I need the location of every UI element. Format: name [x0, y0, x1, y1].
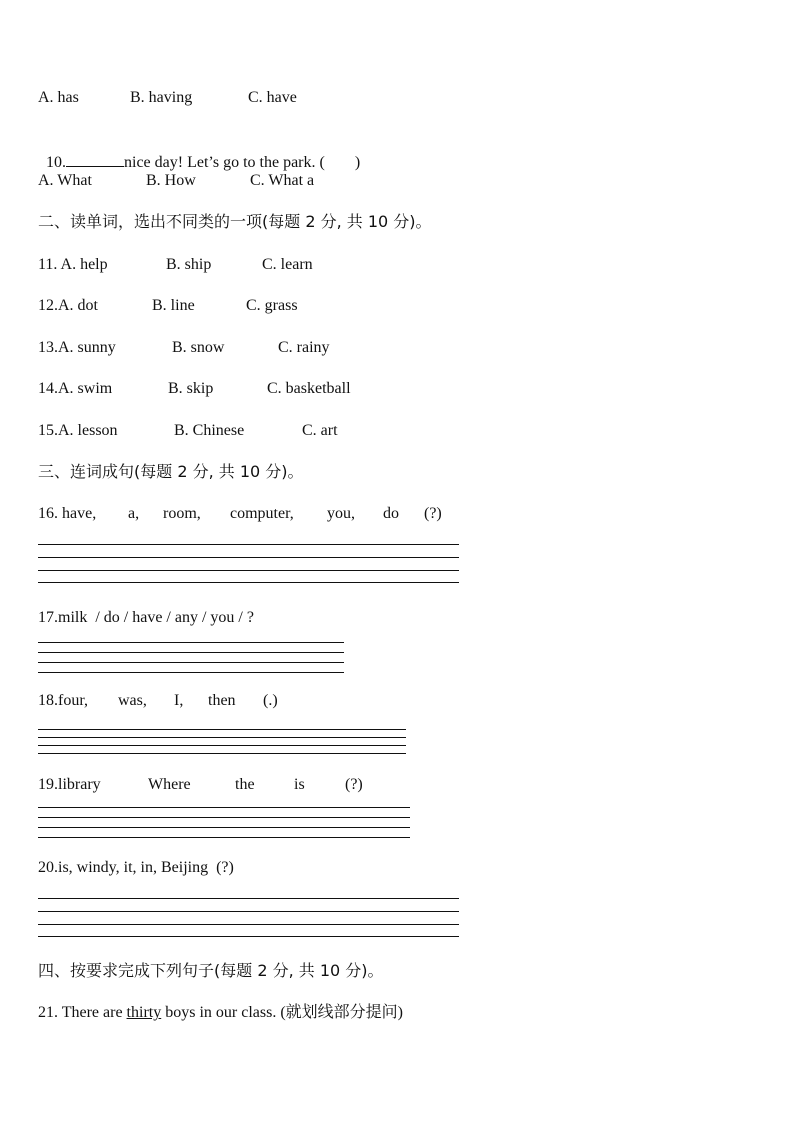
- q16-word: 16. have,: [38, 505, 97, 522]
- q10-number: 10.: [46, 154, 66, 171]
- q10-close-paren: ): [354, 154, 361, 171]
- section-3-title: 三、连词成句(每题 2 分, 共 10 分)。: [38, 462, 304, 481]
- answer-line: [38, 898, 459, 899]
- question-21: [38, 1003, 403, 1023]
- q13-number: 13: [38, 339, 54, 356]
- section-2-title: 二、读单词，选出不同类的一项(每题 2 分, 共 10 分)。: [38, 212, 432, 231]
- q11-option-b: B. ship: [166, 256, 212, 273]
- q15-number: 15: [38, 422, 54, 439]
- q13-option-a: 13.A. sunny: [38, 339, 116, 356]
- q15-option-a: 15.A. lesson: [38, 422, 118, 439]
- answer-line: [38, 642, 344, 643]
- q19-word: is: [294, 776, 305, 793]
- answer-line: [38, 924, 459, 925]
- answer-line: [38, 662, 344, 663]
- q10-answer-blank[interactable]: [66, 150, 124, 167]
- q10-stem: nice day! Let’s go to the park. (: [124, 154, 325, 171]
- q19-word: Where: [148, 776, 191, 793]
- q11-option-a: 11. A. help: [38, 256, 108, 273]
- q21-text-before: . There are: [54, 1004, 127, 1021]
- q14-number: 14: [38, 380, 54, 397]
- q18-word: then: [208, 692, 236, 709]
- q13-option-c: C. rainy: [278, 339, 330, 356]
- q16-number: 16: [38, 505, 54, 522]
- answer-line: [38, 729, 406, 730]
- q16-word: a,: [128, 505, 140, 522]
- q19-word: 19.library: [38, 776, 101, 793]
- q20-text: .is, windy, it, in, Beijing (?): [54, 859, 234, 876]
- q21-number: 21: [38, 1004, 54, 1021]
- q12-option-a: 12.A. dot: [38, 297, 98, 314]
- q18-word: (.): [263, 692, 278, 709]
- q14-option-a: 14.A. swim: [38, 380, 113, 397]
- answer-line: [38, 557, 459, 558]
- q19-word: the: [235, 776, 255, 793]
- answer-line: [38, 807, 410, 808]
- question-10: [38, 130, 360, 173]
- q18-word: was,: [118, 692, 147, 709]
- answer-line: [38, 827, 410, 828]
- q20-number: 20: [38, 859, 54, 876]
- q14-option-c: C. basketball: [267, 380, 351, 397]
- answer-line: [38, 936, 459, 937]
- q16-word: computer,: [230, 505, 294, 522]
- answer-line: [38, 652, 344, 653]
- section-4-title: 四、按要求完成下列句子(每题 2 分, 共 10 分)。: [38, 961, 384, 980]
- q18-number: 18: [38, 692, 54, 709]
- q13-option-b: B. snow: [172, 339, 225, 356]
- answer-line: [38, 570, 459, 571]
- q14-option-b: B. skip: [168, 380, 214, 397]
- q18-word: I,: [174, 692, 184, 709]
- q11-number: 11: [38, 256, 54, 273]
- q10-option-b: B. How: [146, 172, 196, 189]
- q17-number: 17: [38, 609, 54, 626]
- q9-option-a: A. has: [38, 89, 79, 106]
- q11-option-c: C. learn: [262, 256, 313, 273]
- answer-line: [38, 544, 459, 545]
- q19-number: 19: [38, 776, 54, 793]
- answer-line: [38, 753, 406, 754]
- q16-word: you,: [327, 505, 355, 522]
- q16-word: do: [383, 505, 399, 522]
- answer-line: [38, 737, 406, 738]
- answer-line: [38, 911, 459, 912]
- q12-option-c: C. grass: [246, 297, 298, 314]
- question-17: [38, 608, 254, 628]
- q16-word: room,: [163, 505, 201, 522]
- q16-word: (?): [424, 505, 442, 522]
- q19-word: (?): [345, 776, 363, 793]
- q12-number: 12: [38, 297, 54, 314]
- q18-word: 18.four,: [38, 692, 89, 709]
- q15-option-b: B. Chinese: [174, 422, 245, 439]
- q10-option-c: C. What a: [250, 172, 315, 189]
- q21-underlined-word: thirty: [126, 1004, 162, 1021]
- q9-option-b: B. having: [130, 89, 193, 106]
- answer-line: [38, 672, 344, 673]
- q12-option-b: B. line: [152, 297, 195, 314]
- q17-text: .milk / do / have / any / you / ?: [54, 609, 254, 626]
- answer-line: [38, 817, 410, 818]
- answer-line: [38, 582, 459, 583]
- q21-text-after: boys in our class. (就划线部分提问): [161, 1004, 403, 1021]
- question-20: [38, 858, 234, 878]
- q15-option-c: C. art: [302, 422, 338, 439]
- q9-option-c: C. have: [248, 89, 297, 106]
- answer-line: [38, 745, 406, 746]
- answer-line: [38, 837, 410, 838]
- q10-option-a: A. What: [38, 172, 92, 189]
